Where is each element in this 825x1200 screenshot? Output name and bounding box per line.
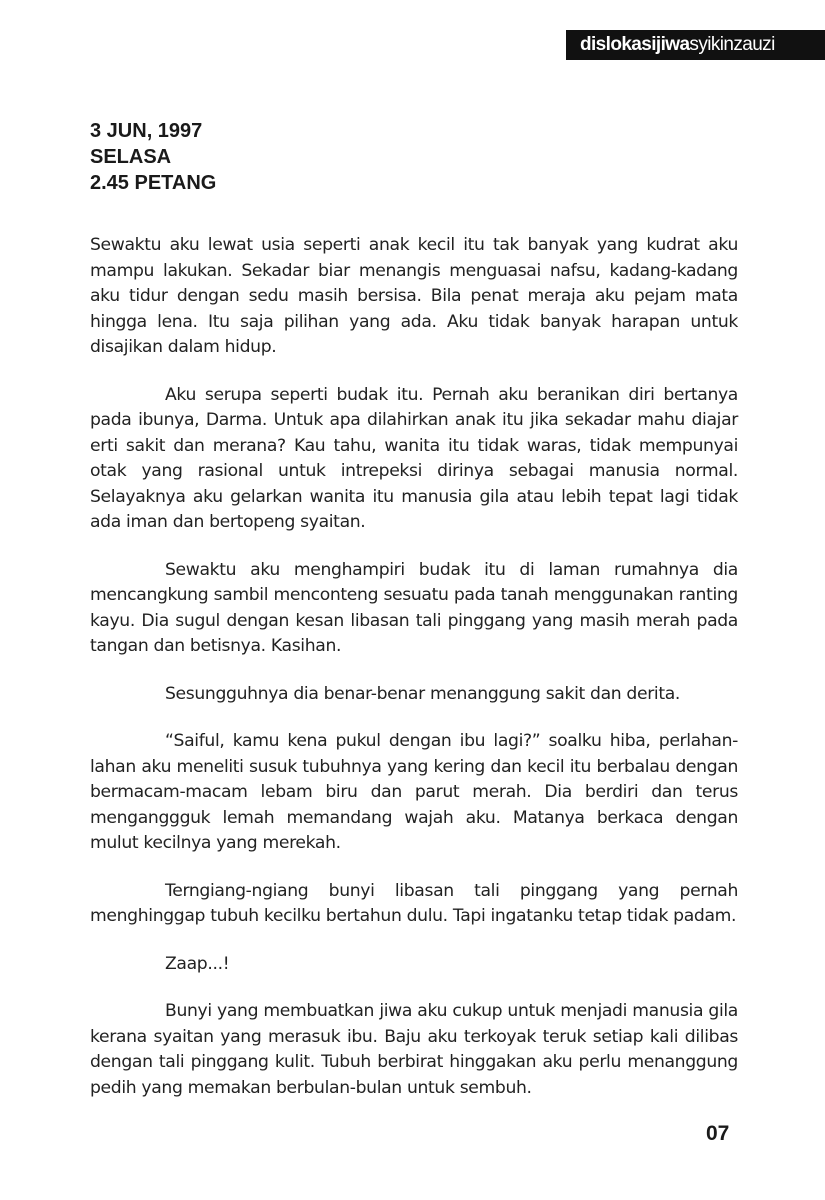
heading-date: 3 JUN, 1997 [90,120,203,142]
header-book-title: dislokasijiwa [580,34,690,55]
running-header [566,30,825,60]
heading-day: SELASA [90,146,172,168]
paragraph-6: Terngiang-ngiang bunyi libasan tali pinggang yang pernah menghinggap tubuh kecilku bertahun dulu. Tapi ingatanku tetap tidak padam. [90,880,738,926]
page-number: 07 [706,1122,730,1145]
paragraph-1: Sewaktu aku lewat usia seperti anak kecil itu tak banyak yang kudrat aku mampu lakukan. Sekadar biar menangis menguasai nafsu, kadang-kadang aku tidur dengan sedu masih bersisa. Bila penat meraja aku pejam mata hingga lena. Itu saja pilihan yang ada. Aku tidak banyak harapan untuk disajikan dalam hidup. [90,235,738,357]
paragraph-5: “Saiful, kamu kena pukul dengan ibu lagi?” soalku hiba, perlahan-lahan aku meneliti susuk tubuhnya yang kering dan kecil itu berbalau dengan bermacam-macam lebam biru dan parut merah. Dia berdiri dan terus menganggguk lemah memandang wajah aku. Matanya berkaca dengan mulut kecilnya yang merekah. [90,731,738,853]
paragraph-8: Bunyi yang membuatkan jiwa aku cukup untuk menjadi manusia gila kerana syaitan yang merasuk ibu. Baju aku terkoyak teruk setiap kali dilibas dengan tali pinggang kulit. Tubuh berbirat hinggakan aku perlu menanggung pedih yang memakan berbulan-bulan untuk sembuh. [90,1001,738,1098]
paragraph-4: Sesungguhnya dia benar-benar menanggung sakit dan derita. [165,683,681,704]
paragraph-2: Aku serupa seperti budak itu. Pernah aku beranikan diri bertanya pada ibunya, Darma. Untuk apa dilahirkan anak itu jika sekadar mahu diajar erti sakit dan merana? Kau tahu, wanita itu tidak waras, tidak mempunyai otak yang rasional untuk intrepeksi dirinya sebagai manusia normal. Selayaknya aku gelarkan wanita itu manusia gila atau lebih tepat lagi tidak ada iman dan bertopeng syaitan. [90,384,738,532]
chapter-date-heading [90,118,216,196]
paragraph-7: Zaap...! [165,953,230,974]
heading-time: 2.45 PETANG [90,172,217,194]
body-text [90,233,738,1123]
paragraph-3: Sewaktu aku menghampiri budak itu di laman rumahnya dia mencangkung sambil menconteng sesuatu pada tanah menggunakan ranting kayu. Dia sugul dengan kesan libasan tali pinggang yang masih merah pada tangan dan betisnya. Kasihan. [90,559,738,656]
header-author-name: syikinzauzi [689,34,775,55]
